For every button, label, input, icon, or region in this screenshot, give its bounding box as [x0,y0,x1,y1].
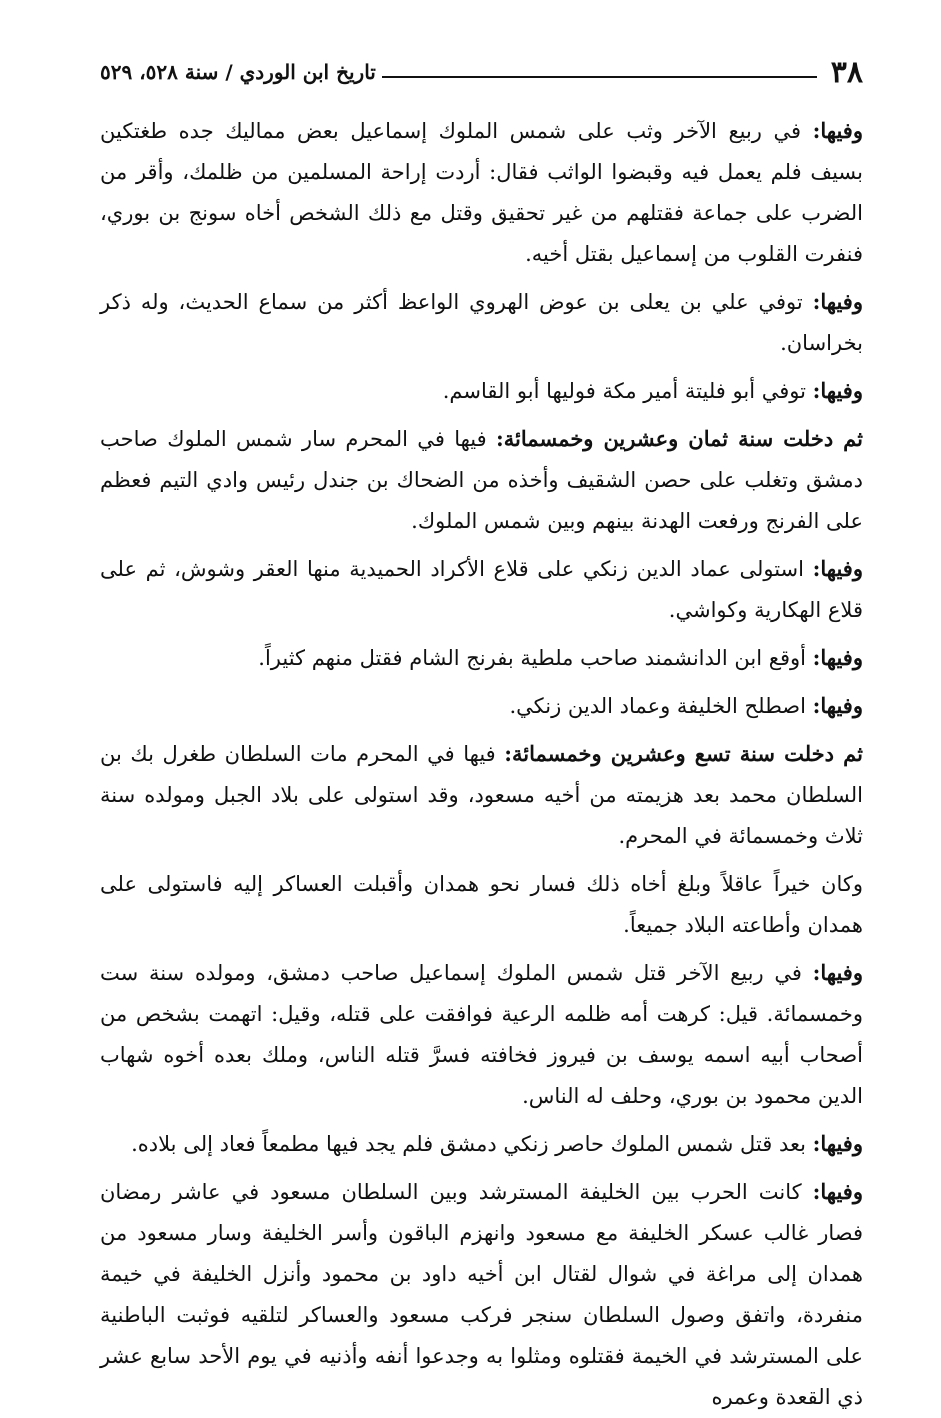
page-header [100,52,863,92]
paragraph [100,110,863,275]
paragraph [100,548,863,631]
paragraph [100,637,863,679]
paragraph-text: توفي أبو فليتة أمير مكة فوليها أبو القاسم. [442,379,813,403]
paragraph-lead: وفيها: [812,1179,863,1204]
paragraph-text: كانت الحرب بين الخليفة المسترشد وبين السلطان مسعود في عاشر رمضان فصار غالب عسكر الخليفة مع مسعود وانهزم الباقون وأسر الخليفة وسار مسعود من همدان إلى مراغة في شوال لقتال ابن أخيه داود بن محمود وأنزل الخليفة في خيمة منفردة، واتفق وصول السلطان سنجر فركب مسعود والعساكر لتلقيه فوثبت الباطنية على المسترشد في الخيمة فقتلوه ومثلوا به وجدعوا أنفه وأذنيه في يوم الأحد سابع عشر ذي القعدة وعمره [100,1180,863,1409]
paragraph-lead: وفيها: [812,960,863,985]
paragraph-lead: وفيها: [812,378,863,403]
paragraph [100,952,863,1117]
paragraph-text: اصطلح الخليفة وعماد الدين زنكي. [509,694,813,718]
paragraph-text: توفي علي بن يعلى بن عوض الهروي الواعظ أكثر من سماع الحديث، وله ذكر بخراسان. [100,290,863,355]
paragraph [100,370,863,412]
header-rule [382,76,817,78]
paragraph-text: فيها في المحرم مات السلطان طغرل بك بن السلطان محمد بعد هزيمته من أخيه مسعود، وقد استولى على بلاد الجبل ومولده سنة ثلاث وخمسمائة في المحرم. [100,742,863,848]
paragraph-lead: وفيها: [812,645,863,670]
paragraph-text: في ربيع الآخر وثب على شمس الملوك إسماعيل بعض مماليك جده طغتكين بسيف فلم يعمل فيه وقبضوا الواثب فقال: أردت إراحة المسلمين من ظلمك، وأقر من الضرب على جماعة فقتلهم من غير تحقيق وقتل مع ذلك الشخص أخاه سونج بن بوري، فنفرت القلوب من إسماعيل بقتل أخيه. [100,119,863,266]
paragraph-lead: وفيها: [812,1131,863,1156]
paragraph-text: فيها في المحرم سار شمس الملوك صاحب دمشق وتغلب على حصن الشقيف وأخذه من الضحاك بن جندل رئيس وادي التيم فعظم على الفرنج ورفعت الهدنة بينهم وبين شمس الملوك. [100,427,863,533]
paragraph [100,733,863,857]
paragraph-text: أوقع ابن الدانشمند صاحب ملطية بفرنج الشام فقتل منهم كثيراً. [258,646,813,670]
paragraph [100,281,863,364]
paragraph-lead: وفيها: [812,556,863,581]
paragraph [100,418,863,542]
page-number: ٣٨ [830,54,863,90]
paragraph-lead: ثم دخلت سنة تسع وعشرين وخمسمائة: [504,741,863,766]
paragraph-text: استولى عماد الدين زنكي على قلاع الأكراد الحميدية منها العقر وشوش، ثم على قلاع الهكارية وكواشي. [100,557,863,622]
paragraph [100,863,863,946]
paragraph [100,1123,863,1165]
paragraph-lead: وفيها: [812,693,863,718]
page-body [100,110,863,1418]
paragraph-text: بعد قتل شمس الملوك حاصر زنكي دمشق فلم يجد فيها مطمعاً فعاد إلى بلاده. [131,1132,813,1156]
paragraph-text: في ربيع الآخر قتل شمس الملوك إسماعيل صاحب دمشق، ومولده سنة ست وخمسمائة. قيل: كرهت أمه ظلمه الرعية فوافقت على قتله، وقيل: اتهمت بشخص من أصحاب أبيه اسمه يوسف بن فيروز فخافته فسرَّ قتله الناس، وملك بعده أخوه شهاب الدين محمود بن بوري، وحلف له الناس. [100,961,863,1108]
paragraph-text: وكان خيراً عاقلاً وبلغ أخاه ذلك فسار نحو همدان وأقبلت العساكر إليه فاستولى على همدان وأطاعته البلاد جميعاً. [100,872,863,937]
paragraph [100,685,863,727]
paragraph-lead: وفيها: [812,118,863,143]
paragraph-lead: وفيها: [812,289,863,314]
paragraph-lead: ثم دخلت سنة ثمان وعشرين وخمسمائة: [496,426,863,451]
paragraph [100,1171,863,1418]
running-title: تاريخ ابن الوردي / سنة ٥٢٨، ٥٢٩ [100,60,376,84]
